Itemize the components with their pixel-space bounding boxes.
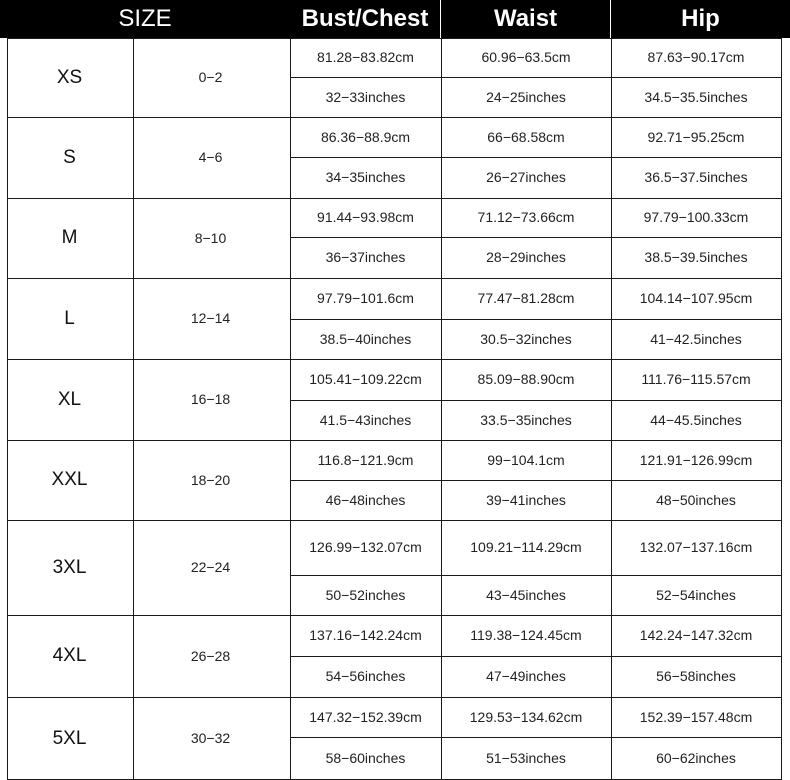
bust-inches: 58−60inches	[325, 750, 406, 766]
size-label: 3XL	[52, 557, 87, 578]
hip-inches: 52−54inches	[656, 587, 736, 603]
bust-inches: 36−37inches	[325, 249, 406, 265]
waist-inches: 30.5−32inches	[480, 331, 572, 347]
bust-cm: 126.99−132.07cm	[309, 539, 422, 555]
hip-inches: 56−58inches	[656, 668, 736, 684]
hip-cm: 142.24−147.32cm	[639, 627, 753, 643]
waist-cm: 85.09−88.90cm	[477, 371, 575, 387]
size-label: XS	[56, 67, 83, 88]
bust-inches: 38.5−40inches	[319, 331, 412, 347]
hip-inches: 60−62inches	[656, 750, 736, 766]
hip-cm: 92.71−95.25cm	[647, 129, 745, 145]
waist-cm: 71.12−73.66cm	[477, 209, 575, 225]
size-label: 4XL	[52, 645, 87, 666]
hip-cm: 121.91−126.99cm	[639, 452, 753, 468]
hip-inches: 41−42.5inches	[650, 331, 742, 347]
waist-cm: 60.96−63.5cm	[481, 49, 571, 65]
hip-inches: 38.5−39.5inches	[644, 249, 748, 265]
size-label: 5XL	[52, 728, 87, 749]
waist-cm: 129.53−134.62cm	[469, 709, 583, 725]
bust-cm: 81.28−83.82cm	[317, 49, 414, 65]
age-range: 4−6	[198, 149, 223, 165]
grid-vline	[781, 38, 782, 780]
bust-inches: 34−35inches	[325, 169, 406, 185]
waist-cm: 77.47−81.28cm	[477, 290, 575, 306]
bust-cm: 91.44−93.98cm	[317, 209, 414, 225]
age-range: 0−2	[198, 69, 223, 85]
hip-cm: 104.14−107.95cm	[639, 290, 753, 306]
waist-inches: 28−29inches	[486, 249, 566, 265]
waist-inches: 26−27inches	[486, 169, 566, 185]
age-range: 8−10	[194, 230, 227, 246]
hip-cm: 132.07−137.16cm	[639, 539, 753, 555]
age-range: 26−28	[190, 648, 231, 664]
hip-inches: 34.5−35.5inches	[644, 89, 748, 105]
waist-cm: 109.21−114.29cm	[470, 539, 582, 555]
bust-inches: 41.5−43inches	[319, 412, 412, 428]
size-label: L	[64, 308, 75, 329]
age-range: 30−32	[190, 730, 231, 746]
header-hip: Hip	[611, 0, 790, 38]
hip-inches: 44−45.5inches	[650, 412, 742, 428]
bust-cm: 137.16−142.24cm	[309, 627, 422, 643]
age-range: 18−20	[190, 472, 231, 488]
waist-cm: 119.38−124.45cm	[470, 627, 582, 643]
bust-cm: 116.8−121.9cm	[317, 452, 414, 468]
header-size: SIZE	[0, 0, 290, 38]
bust-inches: 54−56inches	[325, 668, 406, 684]
age-range: 16−18	[190, 391, 231, 407]
bust-cm: 105.41−109.22cm	[309, 371, 422, 387]
waist-inches: 43−45inches	[486, 587, 566, 603]
hip-inches: 36.5−37.5inches	[644, 169, 748, 185]
bust-cm: 97.79−101.6cm	[317, 290, 414, 306]
hip-cm: 152.39−157.48cm	[639, 709, 753, 725]
size-label: XXL	[51, 469, 88, 490]
bust-cm: 147.32−152.39cm	[309, 709, 422, 725]
size-label: XL	[57, 389, 82, 410]
bust-inches: 50−52inches	[325, 587, 406, 603]
waist-inches: 33.5−35inches	[480, 412, 572, 428]
hip-inches: 48−50inches	[656, 492, 736, 508]
hip-cm: 87.63−90.17cm	[647, 49, 745, 65]
waist-cm: 66−68.58cm	[487, 129, 565, 145]
bust-inches: 32−33inches	[325, 89, 406, 105]
waist-inches: 51−53inches	[486, 750, 566, 766]
waist-cm: 99−104.1cm	[487, 452, 565, 468]
size-label: S	[63, 147, 76, 168]
age-range: 12−14	[190, 310, 231, 326]
waist-inches: 24−25inches	[486, 89, 566, 105]
hip-cm: 111.76−115.57cm	[641, 371, 751, 387]
waist-inches: 47−49inches	[486, 668, 566, 684]
header-bust: Bust/Chest	[290, 0, 440, 38]
header-waist: Waist	[441, 0, 610, 38]
bust-cm: 86.36−88.9cm	[320, 129, 411, 145]
age-range: 22−24	[190, 559, 231, 575]
bust-inches: 46−48inches	[325, 492, 406, 508]
waist-inches: 39−41inches	[486, 492, 566, 508]
hip-cm: 97.79−100.33cm	[643, 209, 749, 225]
size-label: M	[61, 227, 78, 248]
